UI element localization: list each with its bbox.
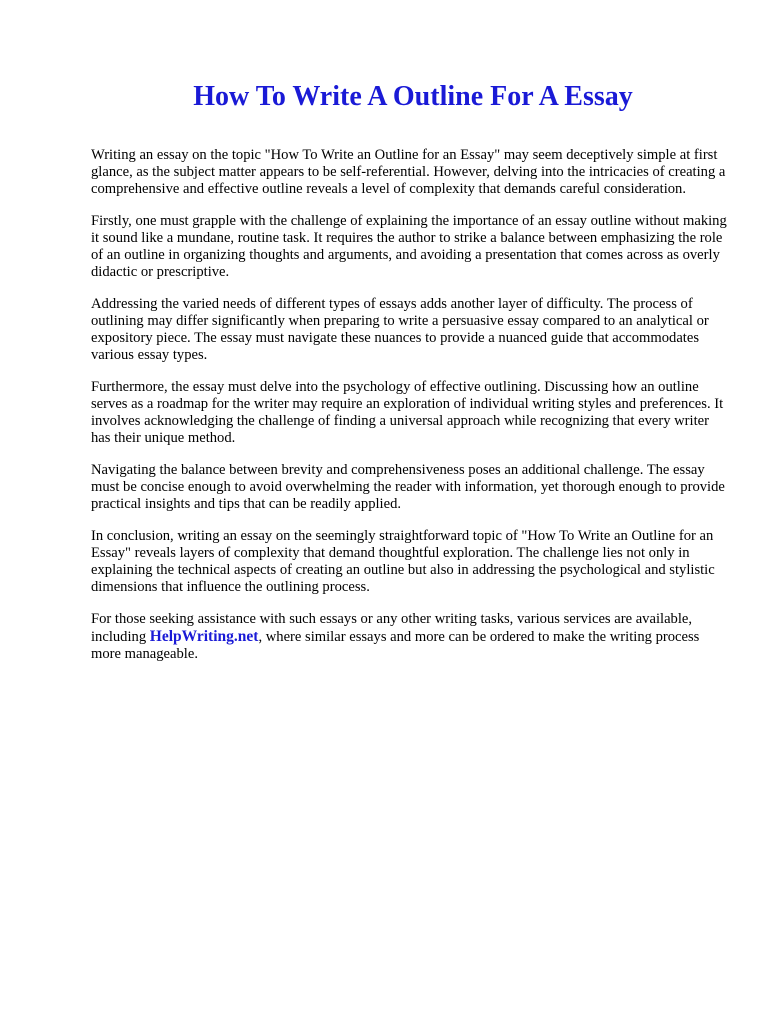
page-title: How To Write A Outline For A Essay (193, 81, 633, 112)
closing-text-after-link: , where similar essays and more can be ordered to make the writing process more manageable. (91, 629, 700, 662)
paragraph-6: In conclusion, writing an essay on the seemingly straightforward topic of "How To Write an Outline for an Essay" reveals layers of complexity that demand thoughtful exploration. The challenge lies not only in explaining the technical aspects of creating an outline but also in addressing the psychological and stylistic dimensions that influence the outlining process. (91, 528, 715, 595)
paragraph-5: Navigating the balance between brevity and comprehensiveness poses an additional challenge. The essay must be concise enough to avoid overwhelming the reader with information, yet thorough enough to provide practical insights and tips that can be readily applied. (91, 462, 725, 512)
paragraph-1: Writing an essay on the topic "How To Write an Outline for an Essay" may seem deceptively simple at first glance, as the subject matter appears to be self-referential. However, delving into the intricacies of creating a comprehensive and effective outline reveals a level of complexity that demands careful consideration. (91, 147, 726, 197)
document-body (91, 147, 731, 678)
paragraph-2: Firstly, one must grapple with the challenge of explaining the importance of an essay outline without making it sound like a mundane, routine task. It requires the author to strike a balance between emphasizing the role of an outline in organizing thoughts and arguments, and avoiding a presentation that comes across as overly didactic or prescriptive. (91, 213, 727, 280)
paragraph-3: Addressing the varied needs of different types of essays adds another layer of difficulty. The process of outlining may differ significantly when preparing to write a persuasive essay compared to an analytical or expository piece. The essay must navigate these nuances to provide a nuanced guide that accommodates various essay types. (91, 296, 709, 363)
helpwriting-link[interactable]: HelpWriting.net (149, 628, 259, 645)
closing-text-before-link: For those seeking assistance with such essays or any other writing tasks, various services are available, including (91, 611, 693, 645)
paragraph-4: Furthermore, the essay must delve into the psychology of effective outlining. Discussing how an outline serves as a roadmap for the writer may require an exploration of individual writing styles and preferences. It involves acknowledging the challenge of finding a universal approach while recognizing that every writer has their unique method. (91, 379, 724, 446)
closing-paragraph (91, 611, 731, 663)
